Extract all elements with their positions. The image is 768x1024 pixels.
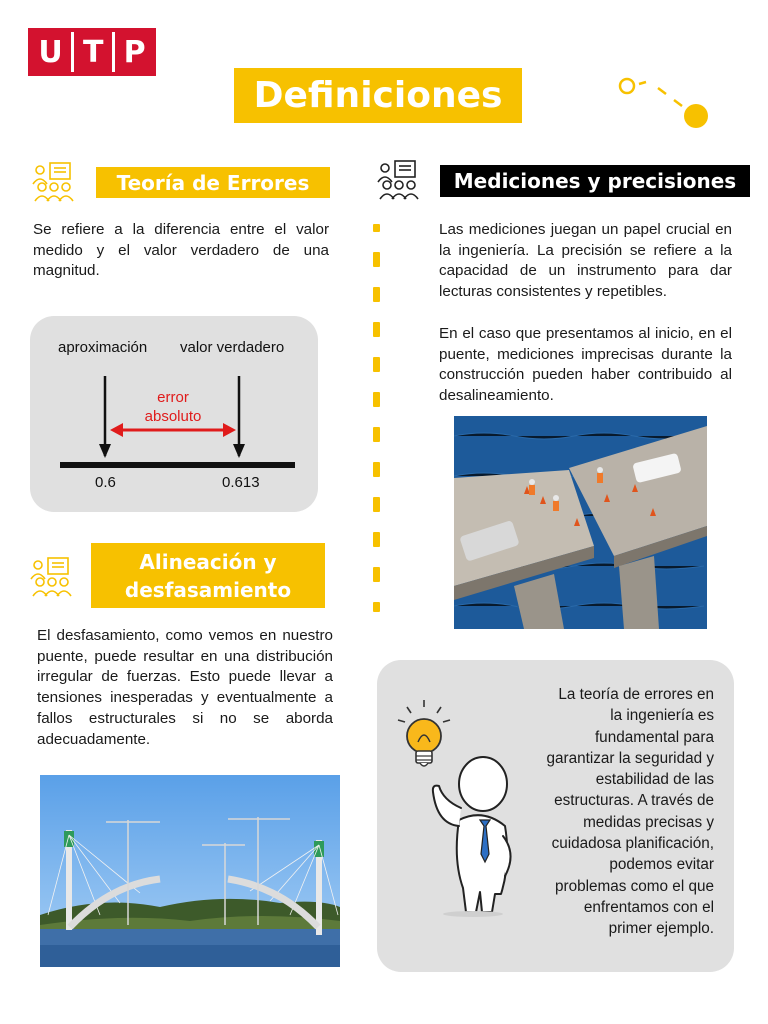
diagram-error-label — [133, 388, 213, 426]
section-title-alineacion — [91, 543, 325, 608]
teoria-errores-text: Se refiere a la diferencia entre el valor medido y el valor verdadero de una magnitud. — [33, 221, 329, 280]
team-presentation-icon — [28, 555, 72, 599]
divider-dash — [373, 322, 380, 337]
logo-divider — [71, 32, 74, 72]
team-presentation-icon — [375, 158, 419, 202]
callout-line: enfrentamos con el — [583, 898, 714, 916]
page-title: Definiciones — [234, 68, 522, 123]
callout-line: garantizar la seguridad y — [546, 749, 714, 767]
error-label-line1: error — [157, 389, 189, 406]
callout-line: La teoría de errores en — [558, 686, 714, 703]
divider-dash — [373, 224, 380, 232]
callout-line: estructuras. A través de — [554, 792, 714, 810]
divider-dash — [373, 462, 380, 477]
callout-line: primer ejemplo. — [608, 920, 714, 938]
alineacion-title-line1: Alineación y — [139, 549, 277, 574]
mediciones-text-2: En el caso que presentamos al inicio, en el puente, mediciones imprecisas durante la construcción pueden haber contribuido al desalineamiento. — [439, 325, 732, 405]
section-title-teoria-errores: Teoría de Errores — [96, 167, 330, 198]
error-label-line2: absoluto — [144, 408, 202, 425]
logo-letter-u: U — [38, 34, 63, 70]
callout-line: la ingeniería es — [610, 707, 714, 725]
logo-divider — [112, 32, 115, 72]
misaligned-bridge-photo — [454, 416, 707, 629]
diagram-value-left: 0.6 — [95, 474, 116, 491]
divider-dash — [373, 497, 380, 512]
diagram-value-right: 0.613 — [222, 474, 260, 491]
decorative-dots-icon — [612, 72, 712, 134]
team-presentation-icon — [30, 160, 74, 204]
mediciones-text-1: Las mediciones juegan un papel crucial en la ingeniería. La precisión se refiere a la capacidad de un instrumento para dar lecturas consistentes y repetibles. — [439, 221, 732, 301]
bridge-arch-photo — [40, 775, 340, 967]
divider-dash — [373, 357, 380, 372]
divider-dash — [373, 252, 380, 267]
callout-line: estabilidad de las — [595, 771, 714, 789]
logo-letter-p: P — [123, 34, 146, 70]
divider-dash — [373, 532, 380, 547]
callout-line: podemos evitar — [609, 856, 714, 874]
section-title-mediciones: Mediciones y precisiones — [440, 165, 750, 197]
number-line — [60, 462, 295, 468]
callout-line: medidas precisas y — [583, 813, 714, 831]
divider-dash — [373, 287, 380, 302]
diagram-label-aproximacion: aproximación — [58, 339, 148, 356]
logo-letter-t: T — [82, 34, 104, 70]
divider-dash — [373, 427, 380, 442]
conclusion-text — [500, 684, 714, 940]
utp-logo — [28, 28, 156, 76]
divider-dash — [373, 392, 380, 407]
callout-line: cuidadosa planificación, — [551, 835, 714, 853]
divider-dash — [373, 567, 380, 582]
callout-line: problemas como el que — [554, 877, 714, 895]
divider-dash — [373, 602, 380, 612]
desfasamiento-text: El desfasamiento, como vemos en nuestro puente, puede resultar en una distribución irregular de fuerzas. Esto puede llevar a tensiones inesperadas y eventualmente a fallos estructurales si no se aborda adecuadamente. — [37, 627, 333, 748]
diagram-label-valor-verdadero: valor verdadero — [180, 339, 285, 356]
callout-line: fundamental para — [594, 728, 714, 746]
alineacion-title-line2: desfasamiento — [124, 577, 292, 602]
